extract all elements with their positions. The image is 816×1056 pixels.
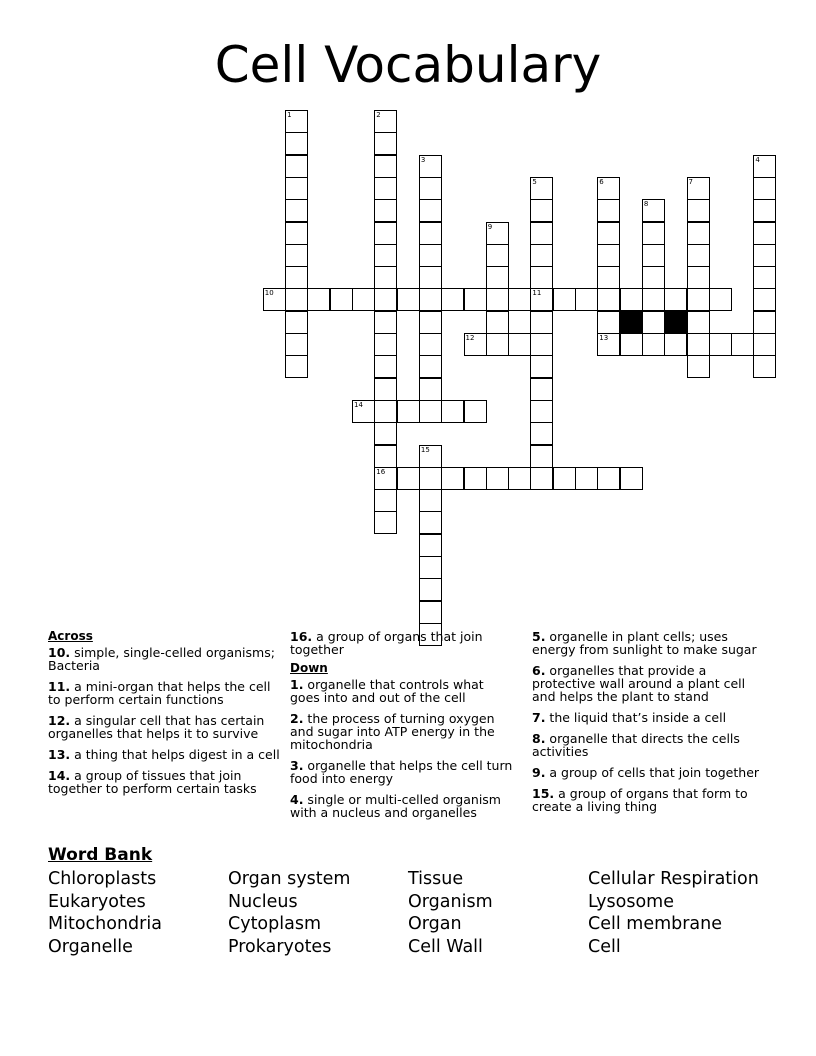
clue-item [48, 646, 280, 672]
crossword-cell[interactable] [285, 266, 308, 289]
crossword-cell[interactable] [486, 311, 509, 334]
clues-column-3 [532, 630, 772, 821]
crossword-cell[interactable] [753, 288, 776, 311]
clue-text: organelles that provide a protective wall around a plant cell and helps the plant to stand [532, 663, 746, 704]
crossword-cell[interactable] [419, 177, 442, 200]
word-bank-item: Organ system [228, 869, 351, 889]
clue-number: 16 [376, 467, 386, 476]
crossword-cell[interactable] [330, 288, 353, 311]
crossword-cell[interactable] [508, 467, 531, 490]
clue-item [290, 793, 515, 819]
crossword-cell[interactable] [709, 333, 732, 356]
clue-item [290, 759, 515, 785]
clue-number: 5 [532, 177, 537, 186]
crossword-cell[interactable] [642, 199, 665, 222]
crossword-cell[interactable] [464, 400, 487, 423]
clue-number: 9. [532, 765, 546, 780]
crossword-cell[interactable] [285, 155, 308, 178]
clue-number: 6. [532, 663, 546, 678]
crossword-cell[interactable] [464, 288, 487, 311]
word-bank-column [228, 868, 350, 958]
crossword-cell[interactable] [285, 132, 308, 155]
crossword-cell[interactable] [664, 288, 687, 311]
word-bank-item: Cell [588, 936, 621, 957]
crossword-cell[interactable] [419, 511, 442, 534]
clue-number: 3 [420, 155, 426, 164]
clue-text: organelle that controls what goes into and out of the cell [290, 677, 484, 705]
across-heading: Across [48, 629, 93, 643]
crossword-cell[interactable] [597, 467, 620, 490]
crossword-cell[interactable] [530, 311, 553, 334]
crossword-cell[interactable] [486, 266, 509, 289]
clue-number: 16. [290, 629, 313, 644]
clue-item [290, 678, 515, 704]
word-bank-item: Organism [408, 891, 493, 912]
clue-text: a singular cell that has certain organelles that helps it to survive [48, 713, 265, 741]
clue-number: 3. [290, 758, 304, 773]
crossword-cell[interactable] [285, 199, 308, 222]
clue-number: 12. [48, 713, 71, 728]
crossword-cell[interactable] [731, 333, 754, 356]
crossword-cell[interactable] [642, 222, 665, 245]
crossword-cell[interactable] [753, 222, 776, 245]
crossword-cell[interactable] [486, 467, 509, 490]
crossword-cell[interactable] [263, 288, 286, 311]
clue-number: 5. [532, 629, 546, 644]
crossword-cell[interactable] [753, 177, 776, 200]
crossword-cell[interactable] [620, 467, 643, 490]
clue-item [48, 769, 280, 795]
crossword-cell[interactable] [397, 288, 420, 311]
word-bank-item: Tissue [408, 869, 464, 889]
crossword-cell[interactable] [530, 355, 553, 378]
crossword-cell[interactable] [374, 445, 397, 468]
crossword-cell[interactable] [419, 489, 442, 512]
word-bank-item: Chloroplasts [48, 869, 157, 889]
crossword-cell[interactable] [553, 467, 576, 490]
word-bank-item: Nucleus [228, 891, 298, 912]
clue-number: 4 [755, 155, 760, 164]
clue-number: 6 [599, 177, 604, 186]
crossword-cell[interactable] [530, 266, 553, 289]
black-square [620, 311, 643, 334]
crossword-cell[interactable] [419, 155, 442, 178]
crossword-cell[interactable] [486, 244, 509, 267]
crossword-cell[interactable] [285, 222, 308, 245]
crossword-cell[interactable] [419, 534, 442, 557]
crossword-cell[interactable] [753, 311, 776, 334]
clue-item [532, 630, 772, 656]
crossword-cell[interactable] [419, 355, 442, 378]
clue-number: 11. [48, 679, 71, 694]
crossword-cell[interactable] [642, 266, 665, 289]
word-bank-column [48, 868, 162, 958]
crossword-cell[interactable] [709, 288, 732, 311]
black-square [664, 311, 687, 334]
crossword-cell[interactable] [374, 177, 397, 200]
crossword-cell[interactable] [285, 110, 308, 133]
crossword-cell[interactable] [687, 266, 710, 289]
clue-number: 7. [532, 710, 546, 725]
crossword-cell[interactable] [642, 244, 665, 267]
crossword-cell[interactable] [285, 177, 308, 200]
crossword-cell[interactable] [597, 199, 620, 222]
crossword-cell[interactable] [419, 199, 442, 222]
word-bank-title: Word Bank [48, 845, 153, 865]
clue-number: 1. [290, 677, 304, 692]
crossword-cell[interactable] [419, 378, 442, 401]
crossword-cell[interactable] [530, 445, 553, 468]
crossword-cell[interactable] [285, 311, 308, 334]
crossword-cell[interactable] [597, 244, 620, 267]
word-bank-item: Cytoplasm [228, 914, 322, 934]
clue-item [290, 630, 515, 656]
crossword-cell[interactable] [597, 311, 620, 334]
clue-number: 10 [264, 289, 274, 298]
crossword-cell[interactable] [508, 288, 531, 311]
clues-column-1 [48, 630, 280, 803]
crossword-cell[interactable] [419, 288, 442, 311]
crossword-cell[interactable] [352, 288, 375, 311]
word-bank-column [588, 868, 759, 958]
word-bank-column [408, 868, 493, 958]
clue-number: 10. [48, 645, 71, 660]
crossword-cell[interactable] [486, 333, 509, 356]
crossword-cell[interactable] [419, 400, 442, 423]
clue-text: a thing that helps digest in a cell [70, 747, 280, 762]
crossword-cell[interactable] [397, 400, 420, 423]
crossword-cell[interactable] [374, 467, 397, 490]
crossword-cell[interactable] [374, 132, 397, 155]
word-bank-item: Prokaryotes [228, 936, 332, 957]
crossword-cell[interactable] [419, 222, 442, 245]
crossword-cell[interactable] [687, 222, 710, 245]
clue-item [48, 680, 280, 706]
crossword-cell[interactable] [530, 467, 553, 490]
crossword-cell[interactable] [597, 177, 620, 200]
crossword-cell[interactable] [419, 311, 442, 334]
word-bank-item: Cell membrane [588, 914, 723, 934]
clue-text: a group of organs that join together [290, 629, 483, 657]
crossword-cell[interactable] [553, 288, 576, 311]
crossword-cell[interactable] [486, 222, 509, 245]
crossword-cell[interactable] [374, 288, 397, 311]
crossword-cell[interactable] [642, 311, 665, 334]
crossword-cell[interactable] [464, 333, 487, 356]
crossword-cell[interactable] [575, 288, 598, 311]
crossword-cell[interactable] [597, 288, 620, 311]
word-bank-item: Eukaryotes [48, 891, 146, 912]
crossword-cell[interactable] [285, 355, 308, 378]
crossword-cell[interactable] [597, 266, 620, 289]
word-bank-item: Mitochondria [48, 914, 162, 934]
clue-number: 13. [48, 747, 71, 762]
word-bank-item: Organelle [48, 936, 133, 957]
clue-item [532, 732, 772, 758]
clue-item [532, 766, 772, 779]
crossword-cell[interactable] [307, 288, 330, 311]
crossword-cell[interactable] [374, 155, 397, 178]
clue-item [48, 748, 280, 761]
crossword-cell[interactable] [530, 199, 553, 222]
clue-number: 13 [599, 334, 609, 342]
clue-item [48, 714, 280, 740]
crossword-cell[interactable] [530, 333, 553, 356]
clue-text: organelle that directs the cells activities [532, 731, 740, 759]
crossword-cell[interactable] [374, 400, 397, 423]
crossword-cell[interactable] [374, 311, 397, 334]
word-bank-item: Lysosome [588, 891, 674, 912]
crossword-cell[interactable] [753, 333, 776, 356]
crossword-cell[interactable] [597, 222, 620, 245]
crossword-cell[interactable] [753, 199, 776, 222]
crossword-cell[interactable] [374, 333, 397, 356]
crossword-cell[interactable] [285, 333, 308, 356]
crossword-cell[interactable] [575, 467, 598, 490]
crossword-cell[interactable] [664, 333, 687, 356]
clue-number: 4. [290, 792, 304, 807]
crossword-cell[interactable] [441, 288, 464, 311]
crossword-cell[interactable] [374, 422, 397, 445]
clue-number: 15 [420, 445, 430, 454]
crossword-cell[interactable] [687, 177, 710, 200]
clue-item [532, 664, 772, 703]
crossword-cell[interactable] [530, 222, 553, 245]
crossword-cell[interactable] [374, 489, 397, 512]
crossword-cell[interactable] [352, 400, 375, 423]
crossword-cell[interactable] [620, 333, 643, 356]
crossword-cell[interactable] [374, 110, 397, 133]
clue-number: 2 [376, 111, 381, 119]
clue-text: a group of tissues that join together to perform certain tasks [48, 768, 257, 796]
word-bank-item: Cell Wall [408, 936, 483, 957]
clue-number: 2. [290, 711, 304, 726]
clue-number: 8 [643, 200, 649, 209]
crossword-cell[interactable] [687, 355, 710, 378]
clue-number: 9 [487, 222, 493, 231]
clue-text: the liquid that’s inside a cell [545, 710, 727, 725]
crossword-cell[interactable] [530, 177, 553, 200]
crossword-cell[interactable] [374, 511, 397, 534]
crossword-cell[interactable] [530, 422, 553, 445]
crossword-cell[interactable] [441, 467, 464, 490]
crossword-cell[interactable] [419, 333, 442, 356]
crossword-cell[interactable] [687, 311, 710, 334]
clue-item [532, 711, 772, 724]
clue-number: 14 [354, 400, 363, 409]
clue-number: 14. [48, 768, 71, 783]
crossword-cell[interactable] [530, 288, 553, 311]
clue-item [290, 712, 515, 751]
crossword-cell[interactable] [687, 288, 710, 311]
crossword-cell[interactable] [597, 333, 620, 356]
crossword-cell[interactable] [753, 244, 776, 267]
down-heading: Down [290, 661, 328, 675]
crossword-cell[interactable] [285, 288, 308, 311]
clue-text: a group of cells that join together [545, 765, 760, 780]
crossword-cell[interactable] [419, 556, 442, 579]
crossword-cell[interactable] [374, 355, 397, 378]
crossword-cell[interactable] [508, 333, 531, 356]
crossword-cell[interactable] [419, 578, 442, 601]
clue-number: 1 [287, 111, 292, 119]
word-bank-item: Cellular Respiration [588, 869, 759, 889]
crossword-cell[interactable] [642, 333, 665, 356]
crossword-cell[interactable] [687, 333, 710, 356]
crossword-cell[interactable] [285, 244, 308, 267]
clue-number: 12 [465, 334, 475, 342]
clue-text: simple, single-celled organisms; Bacteria [48, 645, 275, 673]
crossword-cell[interactable] [374, 222, 397, 245]
clue-text: a mini-organ that helps the cell to perform certain functions [48, 679, 271, 707]
clue-text: the process of turning oxygen and sugar into ATP energy in the mitochondria [290, 711, 495, 752]
crossword-cell[interactable] [397, 467, 420, 490]
clue-text: single or multi-celled organism with a nucleus and organelles [290, 792, 501, 820]
crossword-cell[interactable] [419, 445, 442, 468]
crossword-cell[interactable] [374, 199, 397, 222]
crossword-cell[interactable] [687, 199, 710, 222]
crossword-cell[interactable] [486, 288, 509, 311]
crossword-cell[interactable] [374, 244, 397, 267]
crossword-cell[interactable] [419, 244, 442, 267]
clue-number: 11 [532, 289, 542, 298]
crossword-cell[interactable] [642, 288, 665, 311]
crossword-cell[interactable] [419, 601, 442, 624]
crossword-cell[interactable] [374, 266, 397, 289]
crossword-cell[interactable] [441, 400, 464, 423]
clue-text: a group of organs that form to create a living thing [532, 786, 748, 814]
crossword-cell[interactable] [464, 467, 487, 490]
clue-item [532, 787, 772, 813]
clue-number: 7 [688, 177, 693, 186]
crossword-cell[interactable] [419, 266, 442, 289]
crossword-cell[interactable] [530, 244, 553, 267]
clues-column-2 [290, 630, 515, 827]
crossword-cell[interactable] [753, 266, 776, 289]
clue-number: 8. [532, 731, 546, 746]
clue-text: organelle in plant cells; uses energy from sunlight to make sugar [532, 629, 757, 657]
clue-number: 15. [532, 786, 555, 801]
crossword-cell[interactable] [687, 244, 710, 267]
clue-text: organelle that helps the cell turn food into energy [290, 758, 513, 786]
crossword-cell[interactable] [753, 155, 776, 178]
crossword-cell[interactable] [753, 355, 776, 378]
page-title: Cell Vocabulary [214, 36, 602, 94]
crossword-cell[interactable] [530, 400, 553, 423]
crossword-cell[interactable] [530, 378, 553, 401]
crossword-cell[interactable] [620, 288, 643, 311]
crossword-cell[interactable] [419, 467, 442, 490]
crossword-cell[interactable] [374, 378, 397, 401]
word-bank-item: Organ [408, 914, 462, 934]
